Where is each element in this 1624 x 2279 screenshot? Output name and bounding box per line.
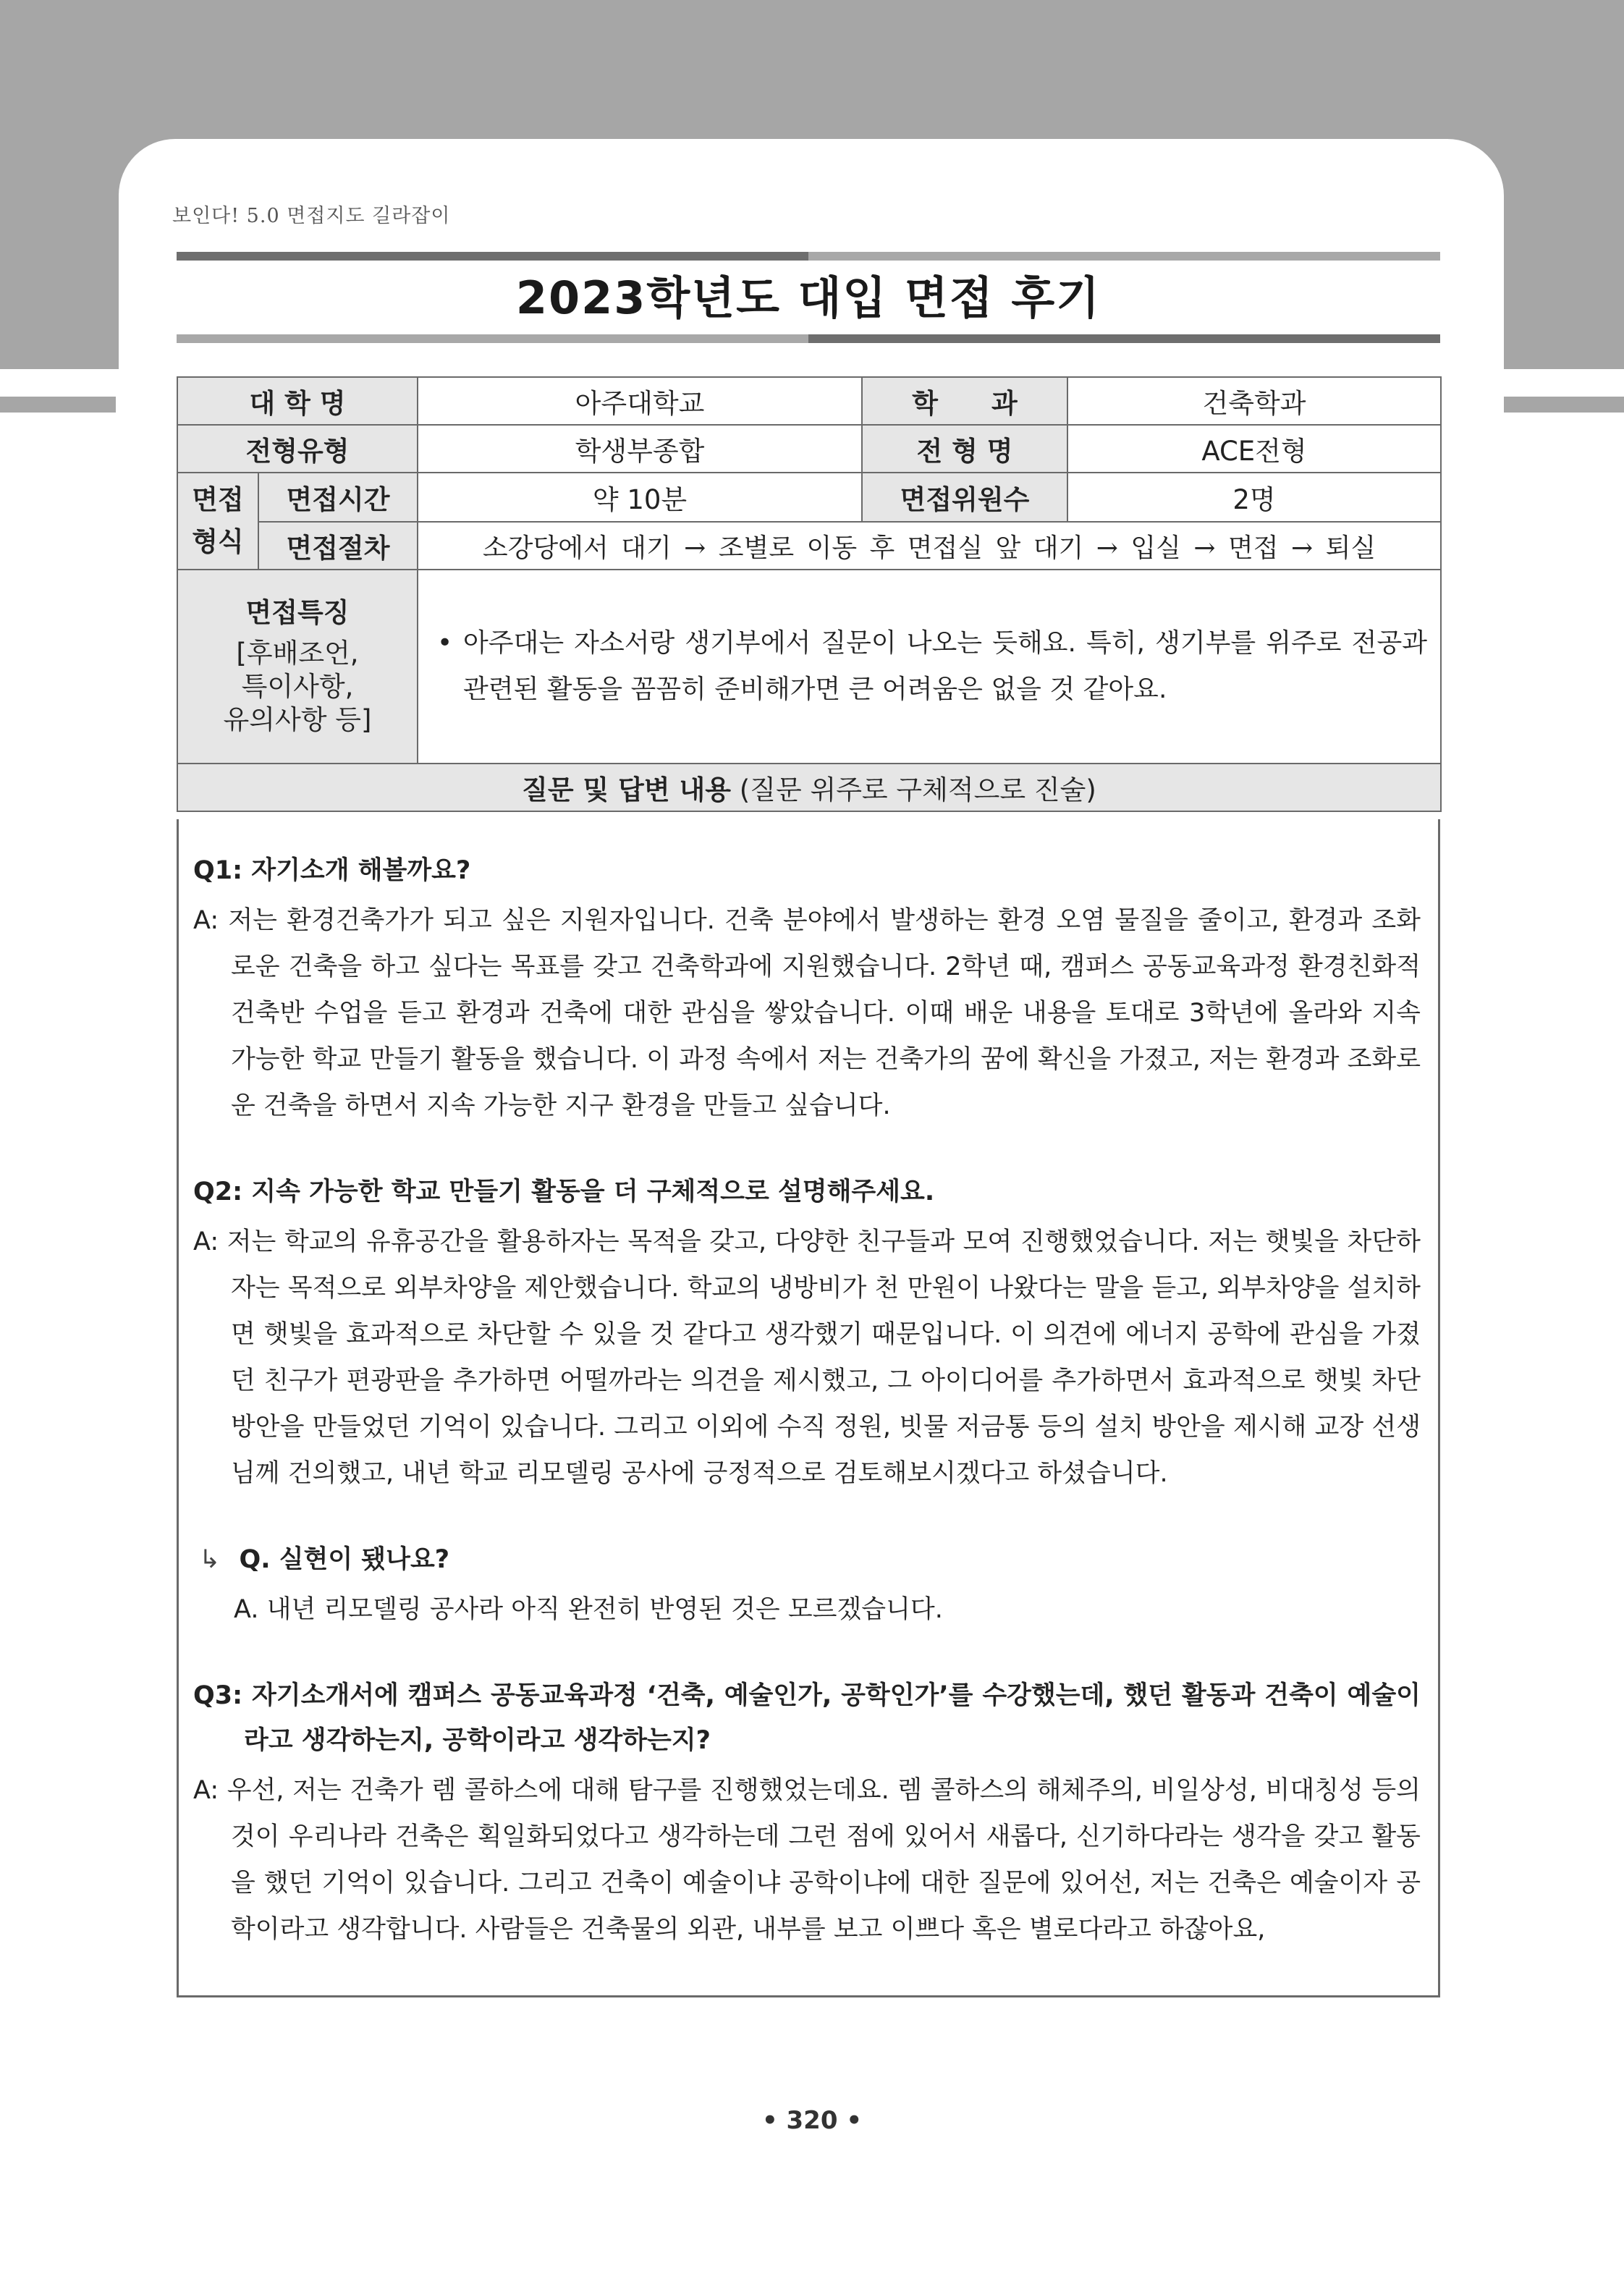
features-label-cell	[177, 570, 418, 764]
admission-type-label: 전형유형	[177, 425, 418, 473]
page-title: 2023학년도 대입 면접 후기	[515, 271, 1101, 324]
table-row	[177, 473, 1441, 522]
follow-up-question-text: Q. 실현이 됐나요?	[239, 1545, 450, 1574]
qa-section-header	[177, 764, 1441, 811]
right-side-bar	[1504, 397, 1624, 413]
section-header-note: (질문 위주로 구체적으로 진술)	[739, 774, 1096, 806]
admission-name-value: ACE전형	[1067, 425, 1441, 473]
title-rule-top	[177, 252, 1440, 261]
admission-name-label: 전 형 명	[862, 425, 1067, 473]
answer-3: A: 우선, 저는 건축가 렘 콜하스에 대해 탐구를 진행했었는데요. 렘 콜하스의 해체주의, 비일상성, 비대칭성 등의 것이 우리나라 건축은 획일화되었다고 생각하는데 그런 점에 있어서 새롭다, 신기하다라는 생각을 갖고 활동을 했던 기억이 있습니다. 그리고 건축이 예술이냐 공학이냐에 대한 질문에 있어선, 저는 건축은 예술이자 공학이라고 생각합니다. 사람들은 건축물의 외관, 내부를 보고 이쁘다 혹은 별로다라고 하잖아요,	[193, 1776, 1421, 1944]
features-value-cell	[418, 570, 1441, 764]
table-row	[177, 522, 1441, 570]
question-1: Q1: 자기소개 해볼까요?	[193, 856, 471, 885]
table-row	[177, 425, 1441, 473]
procedure-label: 면접절차	[258, 522, 418, 570]
answer-2: A: 저는 학교의 유휴공간을 활용하자는 목적을 갖고, 다양한 친구들과 모여 진행했었습니다. 저는 햇빛을 차단하자는 목적으로 외부차양을 제안했습니다. 학교의 냉방비가 천 만원이 나왔다는 말을 듣고, 외부차양을 설치하면 햇빛을 효과적으로 차단할 수 있을 것 같다고 생각했기 때문입니다. 이 의견에 에너지 공학에 관심을 가졌던 친구가 편광판을 추가하면 어떨까라는 의견을 제시했고, 그 아이디어를 추가하면서 효과적으로 햇빛 차단 방안을 만들었던 기억이 있습니다. 그리고 이외에 수직 정원, 빗물 저금통 등의 설치 방안을 제시해 교장 선생님께 건의했고, 내년 학교 리모델링 공사에 긍정적으로 검토해보시겠다고 하셨습니다.	[193, 1227, 1421, 1488]
duration-value: 약 10분	[418, 473, 862, 522]
answer-1: A: 저는 환경건축가가 되고 싶은 지원자입니다. 건축 분야에서 발생하는 환경 오염 물질을 줄이고, 환경과 조화로운 건축을 하고 싶다는 목표를 갖고 건축학과에 지원했습니다. 2학년 때, 캠퍼스 공동교육과정 환경친화적 건축반 수업을 듣고 환경과 건축에 대한 관심을 쌓았습니다. 이때 배운 내용을 토대로 3학년에 올라와 지속 가능한 학교 만들기 활동을 했습니다. 이 과정 속에서 저는 건축가의 꿈에 확신을 가졌고, 저는 환경과 조화로운 건축을 하면서 지속 가능한 지구 환경을 만들고 싶습니다.	[193, 906, 1421, 1120]
features-sublabel: [후배조언,	[236, 638, 359, 669]
department-label: 학 과	[862, 377, 1067, 425]
university-value: 아주대학교	[418, 377, 862, 425]
features-sublabel: 유의사항 등]	[223, 704, 372, 735]
table-row	[177, 570, 1441, 764]
features-text: • 아주대는 자소서랑 생기부에서 질문이 나오는 듯해요. 특히, 생기부를 위주로 전공과 관련된 활동을 꼼꼼히 준비해가면 큰 어려움은 없을 것 같아요.	[434, 620, 1427, 713]
interviewers-value: 2명	[1067, 473, 1441, 522]
admission-type-value: 학생부종합	[418, 425, 862, 473]
follow-up-answer: A. 내년 리모델링 공사라 아직 완전히 반영된 것은 모르겠습니다.	[234, 1595, 943, 1624]
interview-format-label: 면접 형식	[177, 473, 258, 570]
features-label: 면접특징	[245, 597, 350, 628]
question-3: Q3: 자기소개서에 캠퍼스 공동교육과정 ‘건축, 예술인가, 공학인가’를 수강했는데, 했던 활동과 건축이 예술이라고 생각하는지, 공학이라고 생각하는지?	[193, 1681, 1421, 1755]
interview-info-table	[177, 376, 1442, 812]
left-side-bar	[0, 397, 116, 413]
duration-label: 면접시간	[258, 473, 418, 522]
procedure-value: 소강당에서 대기 → 조별로 이동 후 면접실 앞 대기 → 입실 → 면접 → 퇴실	[418, 522, 1441, 570]
follow-up-question	[193, 1537, 1421, 1582]
question-2: Q2: 지속 가능한 학교 만들기 활동을 더 구체적으로 설명해주세요.	[193, 1177, 935, 1206]
table-row	[177, 764, 1441, 811]
follow-up-arrow-icon: ↳	[199, 1545, 221, 1574]
page-number: • 320 •	[761, 2106, 863, 2135]
table-row	[177, 377, 1441, 425]
title-rule-bottom	[177, 334, 1440, 343]
running-header: 보인다! 5.0 면접지도 길라잡이	[172, 205, 451, 227]
features-sublabel: 특이사항,	[241, 671, 354, 702]
department-value: 건축학과	[1067, 377, 1441, 425]
university-label: 대 학 명	[177, 377, 418, 425]
qa-body	[177, 819, 1440, 1997]
section-header-bold: 질문 및 답변 내용	[522, 774, 731, 806]
interviewers-label: 면접위원수	[862, 473, 1067, 522]
